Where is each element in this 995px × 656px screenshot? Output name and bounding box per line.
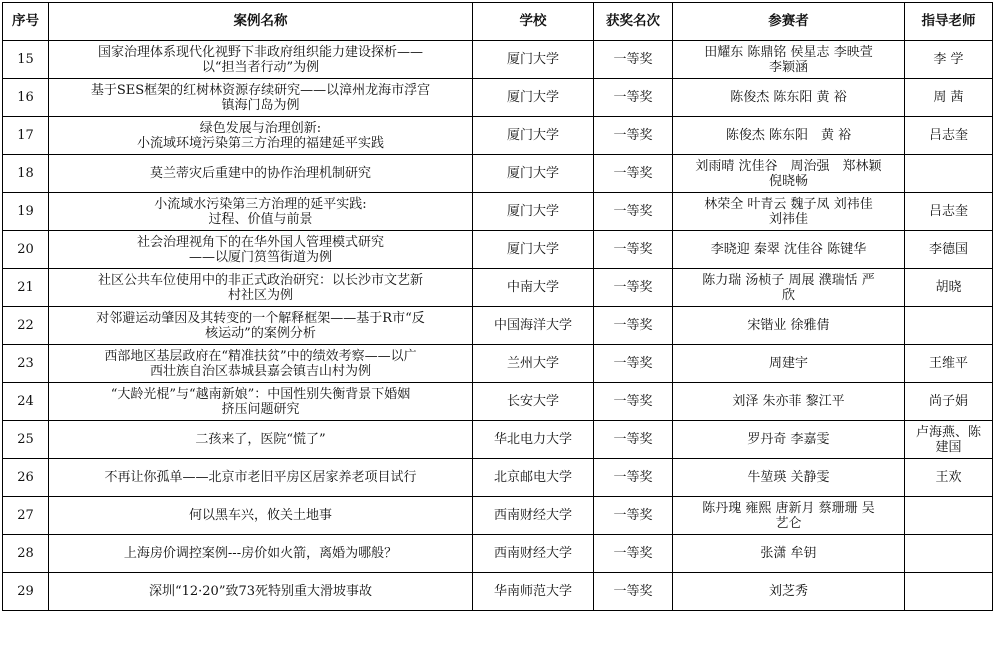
cell-no: 28 (3, 535, 49, 573)
cell-advisor: 李 学 (905, 41, 993, 79)
cell-case-name: 西部地区基层政府在“精准扶贫”中的绩效考察——以广 西壮族自治区恭城县嘉会镇吉山村为例 (49, 345, 473, 383)
cell-participants: 刘雨晴 沈佳谷 周治强 郑林颖 倪晓畅 (673, 155, 905, 193)
cell-participants: 陈俊杰 陈东阳 黄 裕 (673, 117, 905, 155)
cell-school: 厦门大学 (473, 79, 594, 117)
cell-participants: 陈力瑞 汤桢子 周展 濮瑞恬 严 欣 (673, 269, 905, 307)
cell-no: 15 (3, 41, 49, 79)
cell-advisor: 吕志奎 (905, 117, 993, 155)
cell-participants: 张潇 牟钥 (673, 535, 905, 573)
cell-award: 一等奖 (594, 269, 673, 307)
cell-participants: 陈俊杰 陈东阳 黄 裕 (673, 79, 905, 117)
cell-case-name: 小流域水污染第三方治理的延平实践: 过程、价值与前景 (49, 193, 473, 231)
cell-school: 厦门大学 (473, 193, 594, 231)
cell-no: 19 (3, 193, 49, 231)
cell-award: 一等奖 (594, 497, 673, 535)
cell-participants: 罗丹奇 李嘉雯 (673, 421, 905, 459)
cell-no: 26 (3, 459, 49, 497)
cell-participants: 刘芝秀 (673, 573, 905, 611)
header-cell-award: 获奖名次 (594, 3, 673, 41)
cell-school: 北京邮电大学 (473, 459, 594, 497)
cell-participants: 林荣全 叶青云 魏子凤 刘祎佳 刘祎佳 (673, 193, 905, 231)
table-row (3, 269, 993, 307)
cell-no: 29 (3, 573, 49, 611)
header-cell-participants: 参赛者 (673, 3, 905, 41)
cell-no: 21 (3, 269, 49, 307)
cell-advisor: 尚子娟 (905, 383, 993, 421)
cell-case-name: 不再让你孤单——北京市老旧平房区居家养老项目试行 (49, 459, 473, 497)
cell-award: 一等奖 (594, 231, 673, 269)
cell-no: 18 (3, 155, 49, 193)
cell-school: 中南大学 (473, 269, 594, 307)
header-cell-school: 学校 (473, 3, 594, 41)
cell-advisor: 王维平 (905, 345, 993, 383)
table-row (3, 459, 993, 497)
cell-advisor (905, 497, 993, 535)
cell-advisor (905, 155, 993, 193)
table-row (3, 193, 993, 231)
cell-award: 一等奖 (594, 573, 673, 611)
cell-award: 一等奖 (594, 459, 673, 497)
cell-participants: 陈丹瑰 雍熙 唐新月 蔡珊珊 吴 艺仑 (673, 497, 905, 535)
cell-award: 一等奖 (594, 535, 673, 573)
table-row (3, 573, 993, 611)
cell-no: 22 (3, 307, 49, 345)
cell-case-name: 绿色发展与治理创新: 小流域环境污染第三方治理的福建延平实践 (49, 117, 473, 155)
cell-participants: 宋锴业 徐雅倩 (673, 307, 905, 345)
cell-school: 西南财经大学 (473, 535, 594, 573)
table-row (3, 307, 993, 345)
cell-school: 长安大学 (473, 383, 594, 421)
cell-no: 20 (3, 231, 49, 269)
cell-school: 厦门大学 (473, 155, 594, 193)
cell-no: 17 (3, 117, 49, 155)
cell-award: 一等奖 (594, 41, 673, 79)
cell-award: 一等奖 (594, 383, 673, 421)
table-row (3, 231, 993, 269)
cell-participants: 田耀东 陈鼎铭 侯星志 李映萱 李颖涵 (673, 41, 905, 79)
cell-school: 厦门大学 (473, 231, 594, 269)
cell-participants: 李晓迎 秦翠 沈佳谷 陈键华 (673, 231, 905, 269)
cell-participants: 刘泽 朱亦菲 黎江平 (673, 383, 905, 421)
cell-school: 厦门大学 (473, 117, 594, 155)
cell-school: 厦门大学 (473, 41, 594, 79)
cell-case-name: 社会治理视角下的在华外国人管理模式研究 ——以厦门筼筜街道为例 (49, 231, 473, 269)
table-row (3, 117, 993, 155)
header-cell-advisor: 指导老师 (905, 3, 993, 41)
cell-advisor: 吕志奎 (905, 193, 993, 231)
cell-award: 一等奖 (594, 117, 673, 155)
cell-school: 兰州大学 (473, 345, 594, 383)
cell-participants: 周建宇 (673, 345, 905, 383)
cell-advisor (905, 307, 993, 345)
cell-advisor: 王欢 (905, 459, 993, 497)
header-cell-case-name: 案例名称 (49, 3, 473, 41)
cell-participants: 牛堃瑛 关静雯 (673, 459, 905, 497)
cell-school: 华北电力大学 (473, 421, 594, 459)
cell-case-name: 基于SES框架的红树林资源存续研究——以漳州龙海市浮宫 镇海门岛为例 (49, 79, 473, 117)
award-table (2, 2, 993, 611)
cell-award: 一等奖 (594, 79, 673, 117)
cell-case-name: 深圳“12·20”致73死特别重大滑坡事故 (49, 573, 473, 611)
cell-school: 西南财经大学 (473, 497, 594, 535)
table-row (3, 535, 993, 573)
cell-award: 一等奖 (594, 345, 673, 383)
table-row (3, 345, 993, 383)
cell-advisor (905, 535, 993, 573)
cell-award: 一等奖 (594, 155, 673, 193)
cell-advisor: 卢海燕、陈 建国 (905, 421, 993, 459)
cell-advisor (905, 573, 993, 611)
cell-school: 华南师范大学 (473, 573, 594, 611)
cell-case-name: 社区公共车位使用中的非正式政治研究：以长沙市文艺新 村社区为例 (49, 269, 473, 307)
cell-case-name: 上海房价调控案例---房价如火箭，离婚为哪般？ (49, 535, 473, 573)
header-row (3, 3, 993, 41)
cell-award: 一等奖 (594, 193, 673, 231)
cell-no: 23 (3, 345, 49, 383)
table-row (3, 41, 993, 79)
table-row (3, 383, 993, 421)
table-row (3, 155, 993, 193)
cell-case-name: 二孩来了，医院“慌了” (49, 421, 473, 459)
cell-advisor: 李德国 (905, 231, 993, 269)
table-row (3, 497, 993, 535)
cell-advisor: 周 茜 (905, 79, 993, 117)
cell-no: 16 (3, 79, 49, 117)
cell-advisor: 胡晓 (905, 269, 993, 307)
cell-award: 一等奖 (594, 421, 673, 459)
cell-case-name: 对邻避运动肇因及其转变的一个解释框架——基于R市“反 核运动”的案例分析 (49, 307, 473, 345)
cell-no: 24 (3, 383, 49, 421)
header-cell-no: 序号 (3, 3, 49, 41)
cell-school: 中国海洋大学 (473, 307, 594, 345)
table-row (3, 79, 993, 117)
cell-no: 25 (3, 421, 49, 459)
cell-award: 一等奖 (594, 307, 673, 345)
cell-case-name: 国家治理体系现代化视野下非政府组织能力建设探析—— 以“担当者行动”为例 (49, 41, 473, 79)
cell-no: 27 (3, 497, 49, 535)
cell-case-name: 莫兰蒂灾后重建中的协作治理机制研究 (49, 155, 473, 193)
cell-case-name: “大龄光棍”与“越南新娘”：中国性别失衡背景下婚姻 挤压问题研究 (49, 383, 473, 421)
cell-case-name: 何以黑车兴，攸关土地事 (49, 497, 473, 535)
table-row (3, 421, 993, 459)
